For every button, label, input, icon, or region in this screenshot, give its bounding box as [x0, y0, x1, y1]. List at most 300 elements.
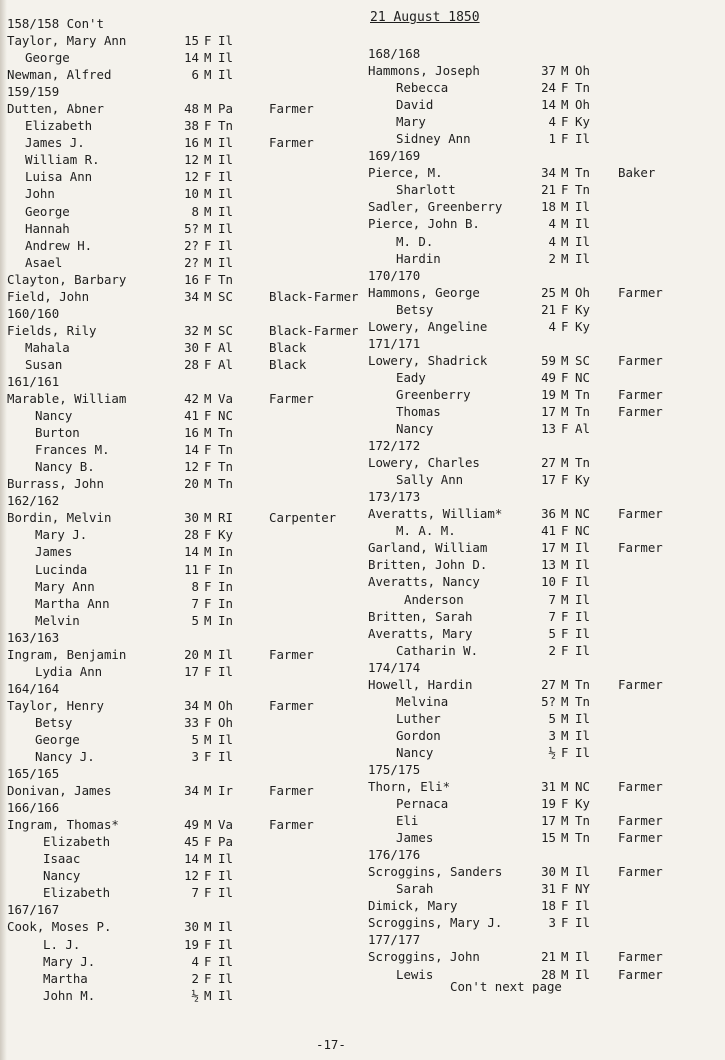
entry-age: 36 [541, 506, 556, 522]
entry-birthplace: Il [218, 220, 233, 236]
entry-age: 21 [541, 949, 556, 965]
entry-name: Andrew H. [25, 237, 93, 253]
entry-birthplace: Il [575, 949, 590, 965]
entry-sex: M [561, 949, 569, 965]
entry-name: Cook, Moses P. [7, 919, 112, 935]
census-entry-row [368, 744, 718, 761]
entry-sex: F [204, 271, 212, 287]
entry-age: 49 [184, 817, 199, 833]
entry-age: 3 [548, 727, 556, 743]
entry-sex: F [204, 749, 212, 765]
entry-birthplace: Tn [575, 455, 590, 471]
entry-name: Mary [396, 114, 426, 130]
entry-birthplace: Al [575, 421, 590, 437]
entry-name: Asael [25, 254, 63, 270]
entry-name: Mary J. [35, 527, 88, 543]
entry-occupation: Black-Farmer [269, 322, 359, 338]
entry-age: 5? [184, 220, 199, 236]
entry-name: Donivan, James [7, 783, 112, 799]
entry-name: 161/161 [7, 373, 60, 389]
census-entry-row [7, 663, 362, 680]
entry-birthplace: Tn [575, 182, 590, 198]
entry-birthplace: Tn [218, 271, 233, 287]
entry-birthplace: Il [218, 186, 233, 202]
entry-sex: M [204, 186, 212, 202]
entry-occupation: Farmer [618, 779, 663, 795]
entry-name: 173/173 [368, 489, 421, 505]
entry-sex: F [204, 408, 212, 424]
entry-age: 5 [191, 731, 199, 747]
entry-birthplace: Il [575, 915, 590, 931]
census-entry-row [368, 880, 718, 897]
entry-occupation: Farmer [618, 949, 663, 965]
entry-name: John M. [43, 987, 96, 1003]
entry-birthplace: Il [218, 987, 233, 1003]
entry-age: 16 [184, 425, 199, 441]
entry-occupation: Farmer [618, 676, 663, 692]
entry-birthplace: Tn [218, 476, 233, 492]
entry-birthplace: Va [218, 391, 233, 407]
entry-sex: F [561, 80, 569, 96]
entry-name: Greenberry [396, 386, 471, 402]
census-entry-row [368, 96, 718, 113]
entry-birthplace: Il [575, 642, 590, 658]
entry-name: Pierce, M. [368, 165, 443, 181]
entry-birthplace: Il [218, 169, 233, 185]
entry-birthplace: Ky [218, 527, 233, 543]
entry-birthplace: Pa [218, 101, 233, 117]
entry-name: 165/165 [7, 766, 60, 782]
census-entry-row [7, 918, 362, 935]
entry-birthplace: Il [218, 50, 233, 66]
census-entry-row [368, 710, 718, 727]
entry-birthplace: Pa [218, 834, 233, 850]
entry-sex: M [204, 544, 212, 560]
entry-birthplace: Tn [575, 80, 590, 96]
entry-sex: M [561, 693, 569, 709]
census-entry-row [368, 693, 718, 710]
entry-birthplace: SC [218, 322, 233, 338]
entry-sex: F [561, 625, 569, 641]
census-entry-row [7, 646, 362, 663]
entry-age: 17 [541, 813, 556, 829]
entry-age: 37 [541, 63, 556, 79]
entry-name: Howell, Hardin [368, 676, 473, 692]
entry-name: Marable, William [7, 391, 127, 407]
entry-sex: F [561, 796, 569, 812]
entry-name: Lowery, Shadrick [368, 352, 488, 368]
entry-birthplace: Il [218, 152, 233, 168]
entry-birthplace: Il [575, 608, 590, 624]
entry-age: 7 [191, 595, 199, 611]
entry-sex: M [204, 152, 212, 168]
entry-age: 19 [541, 386, 556, 402]
household-number-row [7, 799, 362, 816]
census-entry-row [7, 441, 362, 458]
entry-sex: M [561, 455, 569, 471]
entry-age: 21 [541, 182, 556, 198]
entry-sex: F [204, 356, 212, 372]
entry-name: Lowery, Charles [368, 455, 480, 471]
entry-sex: F [561, 131, 569, 147]
entry-sex: M [561, 813, 569, 829]
entry-sex: M [204, 391, 212, 407]
entry-name: Thomas [396, 403, 441, 419]
entry-sex: F [204, 339, 212, 355]
entry-age: ½ [191, 987, 199, 1003]
census-entry-row [368, 215, 718, 232]
entry-age: 12 [184, 868, 199, 884]
entry-name: Mary Ann [35, 578, 95, 594]
entry-birthplace: Tn [575, 386, 590, 402]
entry-name: Hannah [25, 220, 70, 236]
entry-occupation: Farmer [618, 403, 663, 419]
entry-birthplace: Il [218, 919, 233, 935]
entry-birthplace: Il [575, 727, 590, 743]
entry-sex: M [204, 731, 212, 747]
entry-sex: F [561, 608, 569, 624]
entry-occupation: Farmer [269, 817, 314, 833]
entry-age: 3 [191, 749, 199, 765]
entry-birthplace: SC [218, 288, 233, 304]
entry-birthplace: Il [218, 663, 233, 679]
entry-name: Anderson [404, 591, 464, 607]
census-entry-row [7, 475, 362, 492]
entry-birthplace: Ky [575, 318, 590, 334]
census-entry-row [7, 185, 362, 202]
entry-birthplace: NC [575, 523, 590, 539]
entry-sex: M [561, 710, 569, 726]
entry-age: 4 [191, 953, 199, 969]
entry-age: 45 [184, 834, 199, 850]
entry-occupation: Farmer [269, 391, 314, 407]
entry-sex: M [204, 50, 212, 66]
entry-age: 14 [184, 544, 199, 560]
entry-age: 2 [191, 970, 199, 986]
entry-name: 164/164 [7, 680, 60, 696]
entry-birthplace: Al [218, 356, 233, 372]
entry-name: Eady [396, 369, 426, 385]
census-entry-row [7, 203, 362, 220]
entry-occupation: Farmer [618, 813, 663, 829]
census-entry-row [368, 914, 718, 931]
entry-birthplace: RI [218, 510, 233, 526]
census-entry-row [368, 591, 718, 608]
entry-sex: M [561, 557, 569, 573]
entry-sex: F [561, 182, 569, 198]
entry-name: Dutten, Abner [7, 101, 104, 117]
entry-name: Luther [396, 710, 441, 726]
entry-birthplace: Il [575, 710, 590, 726]
entry-occupation: Farmer [269, 697, 314, 713]
entry-sex: M [561, 386, 569, 402]
entry-name: Nancy [396, 421, 434, 437]
entry-birthplace: Ky [575, 301, 590, 317]
entry-birthplace: Oh [575, 284, 590, 300]
entry-sex: M [561, 199, 569, 215]
entry-age: 7 [191, 885, 199, 901]
household-number-row [368, 147, 718, 164]
census-entry-row [368, 625, 718, 642]
entry-name: Lowery, Angeline [368, 318, 488, 334]
entry-name: Averatts, Nancy [368, 574, 480, 590]
entry-birthplace: Tn [575, 693, 590, 709]
entry-age: 38 [184, 118, 199, 134]
census-entry-row [7, 833, 362, 850]
entry-age: 3 [548, 915, 556, 931]
household-number-row [368, 761, 718, 778]
entry-birthplace: Ky [575, 796, 590, 812]
entry-sex: F [204, 970, 212, 986]
entry-name: 174/174 [368, 659, 421, 675]
entry-sex: F [561, 318, 569, 334]
census-entry-row [7, 254, 362, 271]
census-entry-row [7, 66, 362, 83]
census-entry-row [7, 168, 362, 185]
entry-birthplace: Oh [575, 63, 590, 79]
entry-sex: M [561, 165, 569, 181]
census-entry-row [7, 322, 362, 339]
census-entry-row [368, 181, 718, 198]
entry-age: 31 [541, 881, 556, 897]
census-entry-row [7, 936, 362, 953]
entry-age: 48 [184, 101, 199, 117]
census-entry-row [368, 454, 718, 471]
census-entry-row [7, 288, 362, 305]
entry-occupation: Farmer [618, 966, 663, 982]
entry-sex: M [561, 676, 569, 692]
census-entry-row [7, 339, 362, 356]
entry-name: Britten, Sarah [368, 608, 473, 624]
entry-sex: M [204, 476, 212, 492]
entry-birthplace: Il [218, 135, 233, 151]
entry-age: 10 [184, 186, 199, 202]
entry-occupation: Farmer [618, 506, 663, 522]
entry-birthplace: In [218, 612, 233, 628]
entry-age: 12 [184, 169, 199, 185]
entry-name: Scroggins, John [368, 949, 480, 965]
entry-age: 16 [184, 135, 199, 151]
census-entry-row [368, 539, 718, 556]
household-number-row [368, 267, 718, 284]
entry-name: Melvin [35, 612, 80, 628]
entry-birthplace: Tn [575, 830, 590, 846]
entry-name: Hardin [396, 250, 441, 266]
entry-age: 31 [541, 779, 556, 795]
entry-birthplace: Il [575, 898, 590, 914]
entry-name: Nancy [35, 408, 73, 424]
entry-age: 6 [191, 67, 199, 83]
entry-birthplace: Il [575, 591, 590, 607]
entry-sex: F [561, 301, 569, 317]
entry-age: 14 [184, 851, 199, 867]
entry-age: 20 [184, 476, 199, 492]
entry-birthplace: Oh [218, 714, 233, 730]
entry-birthplace: Il [218, 970, 233, 986]
entry-age: 17 [541, 403, 556, 419]
entry-name: 159/159 [7, 84, 60, 100]
census-entry-row [7, 816, 362, 833]
entry-sex: F [561, 898, 569, 914]
entry-age: 13 [541, 421, 556, 437]
census-entry-row [7, 578, 362, 595]
entry-age: 34 [184, 697, 199, 713]
entry-name: Elizabeth [43, 834, 111, 850]
census-entry-row [7, 237, 362, 254]
page-edge-shadow [0, 0, 7, 1060]
census-entry-row [368, 233, 718, 250]
entry-sex: M [204, 67, 212, 83]
census-date-header: 21 August 1850 [370, 10, 480, 25]
entry-name: 163/163 [7, 629, 60, 645]
entry-name: 168/168 [368, 46, 421, 61]
census-entry-row [7, 526, 362, 543]
entry-name: Sharlott [396, 182, 456, 198]
entry-age: 8 [191, 203, 199, 219]
entry-birthplace: Il [218, 885, 233, 901]
census-entry-row [7, 32, 362, 49]
entry-birthplace: Il [575, 625, 590, 641]
entry-birthplace: Il [218, 203, 233, 219]
entry-sex: F [204, 834, 212, 850]
census-entry-row [368, 573, 718, 590]
census-entry-row [368, 352, 718, 369]
entry-name: 166/166 [7, 800, 60, 816]
census-entry-row [368, 727, 718, 744]
entry-age: 17 [541, 472, 556, 488]
entry-name: James J. [25, 135, 85, 151]
entry-name: Sidney Ann [396, 131, 471, 147]
census-entry-row [7, 612, 362, 629]
census-entry-row [368, 164, 718, 181]
census-entry-row [7, 748, 362, 765]
entry-name: Elizabeth [25, 118, 93, 134]
entry-birthplace: NC [218, 408, 233, 424]
entry-age: 4 [548, 318, 556, 334]
household-number-row [7, 901, 362, 918]
entry-age: 8 [191, 578, 199, 594]
census-entry-row [7, 356, 362, 373]
entry-name: 158/158 Con't [7, 16, 104, 31]
census-entry-row [7, 220, 362, 237]
entry-birthplace: NY [575, 881, 590, 897]
left-census-column [7, 15, 362, 1004]
household-number-row [368, 437, 718, 454]
continued-note: Con't next page [450, 979, 562, 994]
census-entry-row [368, 130, 718, 147]
entry-birthplace: Il [218, 254, 233, 270]
census-entry-row [7, 987, 362, 1004]
entry-age: 18 [541, 898, 556, 914]
entry-sex: M [204, 220, 212, 236]
entry-age: 11 [184, 561, 199, 577]
entry-sex: M [204, 288, 212, 304]
entry-age: 1 [548, 131, 556, 147]
entry-occupation: Black-Farmer [269, 288, 359, 304]
entry-birthplace: Il [575, 744, 590, 760]
entry-name: Hammons, Joseph [368, 63, 480, 79]
entry-age: 2 [548, 250, 556, 266]
census-entry-row [7, 134, 362, 151]
census-entry-row [368, 403, 718, 420]
entry-age: 49 [541, 369, 556, 385]
census-entry-row [7, 49, 362, 66]
entry-birthplace: Tn [218, 118, 233, 134]
entry-name: Catharin W. [396, 642, 479, 658]
entry-name: Sarah [396, 881, 434, 897]
entry-name: George [35, 731, 80, 747]
census-entry-row [7, 714, 362, 731]
entry-name: Isaac [43, 851, 81, 867]
entry-age: 5 [191, 612, 199, 628]
census-entry-row [7, 697, 362, 714]
entry-birthplace: NC [575, 369, 590, 385]
household-number-row [7, 305, 362, 322]
entry-sex: M [561, 506, 569, 522]
entry-name: Thorn, Eli* [368, 779, 451, 795]
entry-birthplace: Il [575, 216, 590, 232]
entry-birthplace: In [218, 544, 233, 560]
page-number: -17- [316, 1037, 346, 1052]
entry-age: 12 [184, 152, 199, 168]
census-entry-row [368, 386, 718, 403]
entry-age: 28 [184, 527, 199, 543]
entry-occupation: Farmer [618, 864, 663, 880]
census-entry-row [7, 271, 362, 288]
census-entry-row [368, 284, 718, 301]
census-entry-row [7, 731, 362, 748]
entry-name: Mahala [25, 339, 70, 355]
census-entry-row [7, 970, 362, 987]
entry-age: 10 [541, 574, 556, 590]
entry-name: 169/169 [368, 148, 421, 164]
entry-sex: M [561, 250, 569, 266]
census-entry-row [7, 458, 362, 475]
entry-age: 15 [184, 33, 199, 49]
entry-sex: F [204, 936, 212, 952]
census-entry-row [7, 884, 362, 901]
entry-name: 172/172 [368, 438, 421, 454]
entry-birthplace: Tn [575, 813, 590, 829]
entry-occupation: Farmer [618, 284, 663, 300]
census-entry-row [7, 100, 362, 117]
census-entry-row [368, 556, 718, 573]
entry-birthplace: Il [218, 936, 233, 952]
census-entry-row [7, 595, 362, 612]
entry-age: 4 [548, 233, 556, 249]
entry-sex: M [561, 591, 569, 607]
entry-name: Garland, William [368, 540, 488, 556]
entry-name: Nancy [396, 744, 434, 760]
entry-name: William R. [25, 152, 100, 168]
entry-name: Field, John [7, 288, 90, 304]
entry-occupation: Farmer [618, 540, 663, 556]
household-number-row [7, 83, 362, 100]
household-number-row [7, 373, 362, 390]
entry-birthplace: Il [575, 574, 590, 590]
entry-occupation: Farmer [269, 135, 314, 151]
entry-sex: M [561, 830, 569, 846]
entry-name: 171/171 [368, 335, 421, 351]
household-number-row [7, 680, 362, 697]
entry-age: 18 [541, 199, 556, 215]
entry-birthplace: Il [575, 864, 590, 880]
census-entry-row [368, 318, 718, 335]
entry-sex: F [204, 237, 212, 253]
census-entry-row [368, 79, 718, 96]
household-number-row [368, 659, 718, 676]
entry-sex: F [204, 714, 212, 730]
